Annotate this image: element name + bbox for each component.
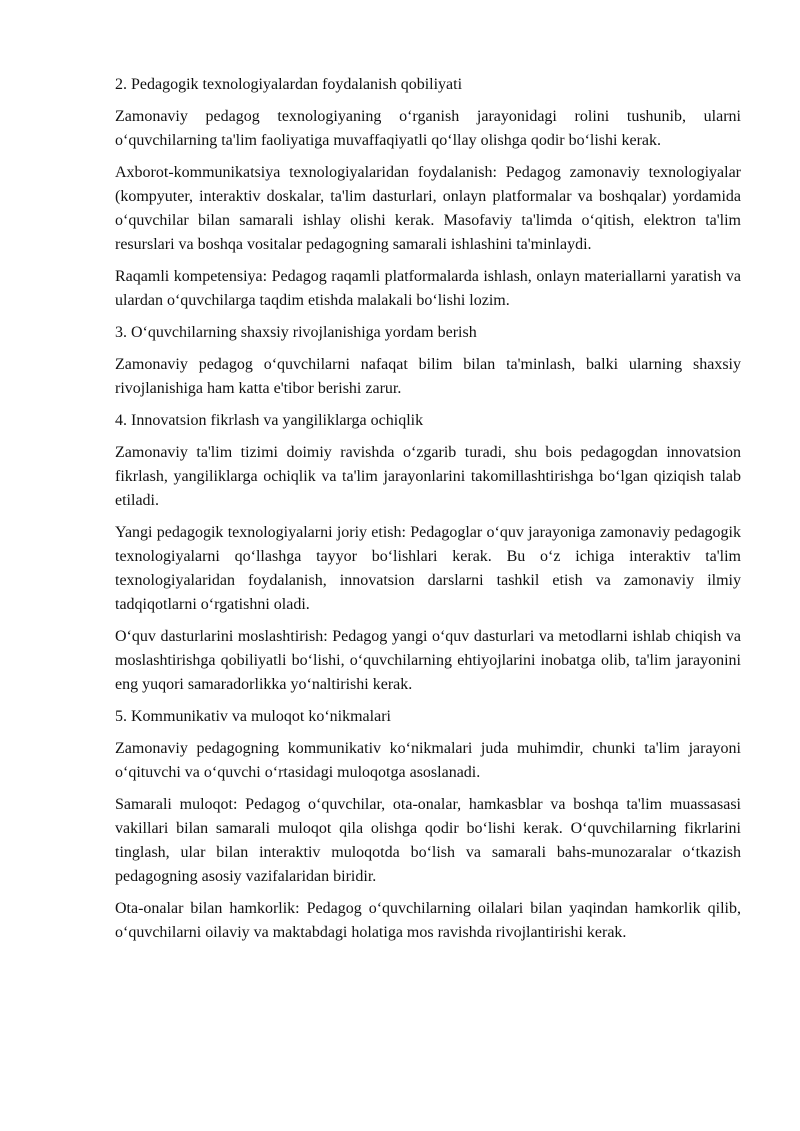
section-heading-2: 2. Pedagogik texnologiyalardan foydalanish qobiliyati: [115, 76, 463, 93]
paragraph-ict: Axborot-kommunikatsiya texnologiyalaridan foydalanish: Pedagog zamonaviy texnologiyalar (kompyuter, interaktiv doskalar, ta'lim dasturlari, onlayn platformalar va boshqalar) yordamida o‘quvchilar bilan samarali ishlay olishi kerak. Masofaviy ta'limda o‘qitish, elektron ta'lim resurslari va boshqa vositalar pedagogning samarali ishlashini ta'minlaydi.: [115, 164, 741, 253]
paragraph-effective-communication: Samarali muloqot: Pedagog o‘quvchilar, ota-onalar, hamkasblar va boshqa ta'lim muassasasi vakillari bilan samarali muloqot qila olishga qodir bo‘lishi kerak. O‘quvchilarning fikrlarini tinglash, ular bilan interaktiv muloqotda bo‘lish va samarali bahs-munozaralar o‘tkazish pedagogning asosiy vazifalaridan biridir.: [115, 796, 741, 885]
document-page: [115, 73, 741, 953]
paragraph-tech-intro: Zamonaviy pedagog texnologiyaning o‘rganish jarayonidagi rolini tushunib, ularni o‘quvchilarning ta'lim faoliyatiga muvaffaqiyatli qo‘llay olishga qodir bo‘lishi kerak.: [115, 108, 741, 149]
paragraph-parent-cooperation: Ota-onalar bilan hamkorlik: Pedagog o‘quvchilarning oilalari bilan yaqindan hamkorlik qilib, o‘quvchilarni oilaviy va maktabdagi holatiga mos ravishda rivojlantirishi kerak.: [115, 900, 741, 941]
section-heading-5: 5. Kommunikativ va muloqot ko‘nikmalari: [115, 708, 391, 725]
paragraph-innovation-intro: Zamonaviy ta'lim tizimi doimiy ravishda o‘zgarib turadi, shu bois pedagogdan innovatsion fikrlash, yangiliklarga ochiqlik va ta'lim jarayonlarini takomillashtirishga bo‘lgan qiziqish talab etiladi.: [115, 444, 741, 509]
paragraph-digital-competence: Raqamli kompetensiya: Pedagog raqamli platformalarda ishlash, onlayn materiallarni yaratish va ulardan o‘quvchilarga taqdim etishda malakali bo‘lishi lozim.: [115, 268, 741, 309]
paragraph-personal-development: Zamonaviy pedagog o‘quvchilarni nafaqat bilim bilan ta'minlash, balki ularning shaxsiy rivojlanishiga ham katta e'tibor berishi zarur.: [115, 356, 741, 397]
paragraph-communication-intro: Zamonaviy pedagogning kommunikativ ko‘nikmalari juda muhimdir, chunki ta'lim jarayoni o‘qituvchi va o‘quvchi o‘rtasidagi muloqotga asoslanadi.: [115, 740, 741, 781]
paragraph-curriculum-adaptation: O‘quv dasturlarini moslashtirish: Pedagog yangi o‘quv dasturlari va metodlarni ishlab chiqish va moslashtirishga qobiliyatli bo‘lishi, o‘quvchilarning ehtiyojlarini inobatga olib, ta'lim jarayonini eng yuqori samaradorlikka yo‘naltirishi kerak.: [115, 628, 741, 693]
paragraph-new-technologies: Yangi pedagogik texnologiyalarni joriy etish: Pedagoglar o‘quv jarayoniga zamonaviy pedagogik texnologiyalarni qo‘llashga tayyor bo‘lishlari kerak. Bu o‘z ichiga interaktiv ta'lim texnologiyalaridan foydalanish, innovatsion darslarni tashkil etish va zamonaviy ilmiy tadqiqotlarni o‘rgatishni oladi.: [115, 524, 741, 613]
section-heading-3: 3. O‘quvchilarning shaxsiy rivojlanishiga yordam berish: [115, 324, 477, 341]
section-heading-4: 4. Innovatsion fikrlash va yangiliklarga ochiqlik: [115, 412, 424, 429]
